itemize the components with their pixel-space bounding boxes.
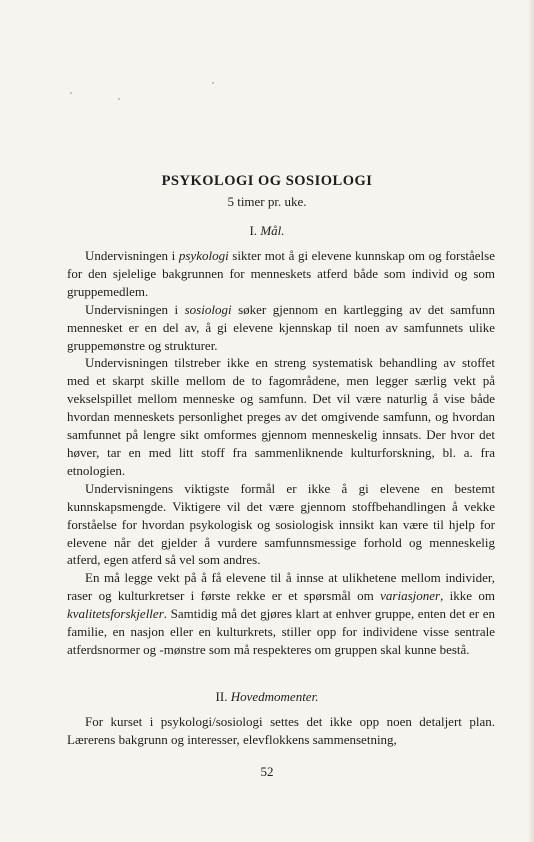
scan-edge-shadow xyxy=(528,0,534,842)
paragraph-text: , ikke om xyxy=(440,588,496,604)
paragraph xyxy=(67,301,495,355)
paragraph-text: En må legge vekt på å få elevene til å innse at ulikhetene mellom individer, raser og kulturkretser i første rekke er et spørsmål om xyxy=(67,570,495,604)
paragraph-text: søker gjennom en kartlegging av det samfunn mennesket er en del av, å gi elevene kjennskap til noen av samfunnets ulike gruppemønstre og strukturer. xyxy=(67,301,495,353)
scan-speck xyxy=(70,92,72,94)
paragraph-text: . Samtidig må det gjøres klart at enhver gruppe, enten det er en familie, en nasjon eller en kulturkrets, stiller opp for individene visse sentrale atferdsnormer og -mønstre som må respekteres om gruppen skal kunne bestå. xyxy=(67,606,495,657)
section-body-goals xyxy=(67,247,495,659)
section-number: I. xyxy=(249,223,258,238)
scan-speck xyxy=(212,82,214,84)
emphasized-text: psykologi xyxy=(178,248,229,263)
paragraph-text: Undervisningens viktigste formål er ikke å gi elevene en bestemt kunnskapsmengde. Viktigere vil det være gjennom stoffbehandlingen å vekke forståelse for hvordan psykologisk og sosiologisk innsikt kan være til hjelp for elevene når det gjelder å vurdere samfunnsmessige forhold og menneskelig atferd, egen atferd så vel som andres. xyxy=(67,480,495,568)
paragraph xyxy=(67,713,495,749)
document-subtitle: 5 timer pr. uke. xyxy=(227,194,307,209)
paragraph xyxy=(67,354,495,479)
emphasized-text: kvalitetsforskjeller xyxy=(67,606,164,622)
section-body-main-points xyxy=(67,713,495,749)
scan-speck xyxy=(118,98,120,100)
page-number: 52 xyxy=(260,764,274,779)
paragraph-text: Undervisningen tilstreber ikke en streng systematisk behandling av stoffet med et skarpt skille mellom de to fagområdene, men legger særlig vekt på vekselspillet mellom menneske og samfunn. Det vil være naturlig å vise både hvordan menneskets personlighet preges av det omgivende samfunn, og hvordan samfunnet på lengre sikt omformes gjennom menneskelig innsats. Der hvor det høver, tar en med litt stoff fra sammenliknende kulturforskning, bl. a. fra etnologien. xyxy=(67,355,495,478)
paragraph xyxy=(67,569,495,659)
paragraph-text: Undervisningen i xyxy=(85,248,179,263)
paragraph xyxy=(67,247,495,301)
section-title: Mål. xyxy=(260,223,285,238)
document-title: PSYKOLOGI OG SOSIOLOGI xyxy=(161,173,373,189)
emphasized-text: sosiologi xyxy=(184,301,232,317)
section-heading-goals xyxy=(0,223,534,239)
section-title: Hovedmomenter. xyxy=(230,689,319,704)
section-heading-main-points xyxy=(0,689,534,705)
emphasized-text: variasjoner xyxy=(380,588,441,604)
paragraph-text: sikter mot å gi elevene kunnskap om og forståelse for den sjelelige bakgrunnen for menneskets atferd både som individ og som gruppemedlem. xyxy=(67,248,495,299)
paragraph-text: Undervisningen i xyxy=(85,301,185,317)
paragraph-text: For kurset i psykologi/sosiologi settes det ikke opp noen detaljert plan. Lærerens bakgrunn og interesser, elevflokkens sammensetning, xyxy=(67,714,495,747)
section-number: II. xyxy=(215,689,228,704)
paragraph xyxy=(67,480,495,570)
